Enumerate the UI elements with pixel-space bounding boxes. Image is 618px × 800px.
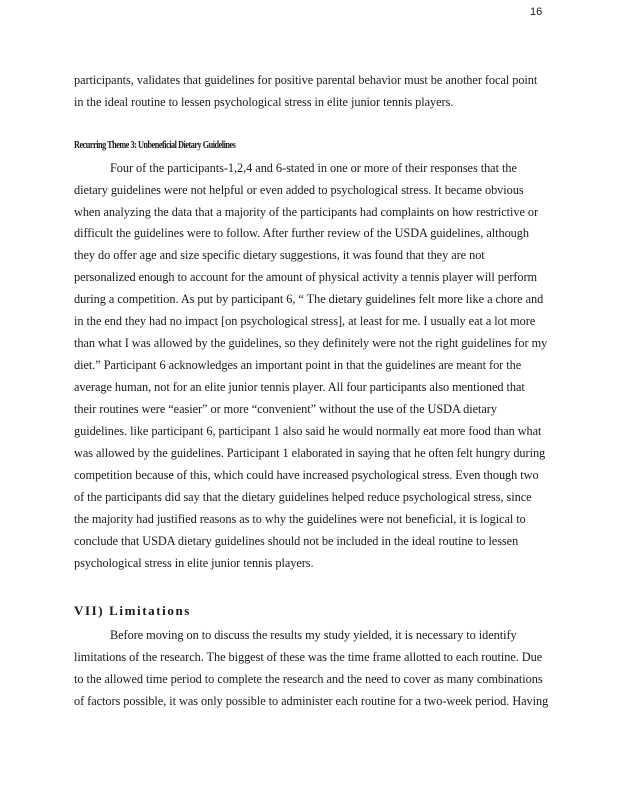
limitations-line: limitations of the research. The biggest of these was the time frame allotted to each routine. Due (74, 650, 543, 664)
theme3-line: difficult the guidelines were to follow. After further review of the USDA guidelines, although (74, 226, 529, 240)
theme3-line: was allowed by the guidelines. Participant 1 elaborated in saying that he often felt hungry during (74, 446, 546, 460)
theme3-line: the majority had justified reasons as to why the guidelines were not beneficial, it is logical to (74, 512, 526, 526)
theme3-line: psychological stress in elite junior tennis players. (74, 556, 314, 570)
theme3-line: diet.” Participant 6 acknowledges an important point in that the guidelines are meant for the (74, 358, 522, 372)
theme3-heading: Recurring Theme 3: Unbeneficial Dietary Guidelines (74, 140, 236, 151)
limitations-line: to the allowed time period to complete the research and the need to cover as many combinations (74, 672, 543, 686)
theme3-line: average human, not for an elite junior tennis player. All four participants also mentioned that (74, 380, 525, 394)
theme3-line: of the participants did say that the dietary guidelines helped reduce psychological stress, since (74, 490, 532, 504)
theme3-line: when analyzing the data that a majority of the participants had complaints on how restrictive or (74, 205, 539, 219)
theme3-line: conclude that USDA dietary guidelines should not be included in the ideal routine to lessen (74, 534, 519, 548)
theme3-line: they do offer age and size specific dietary suggestions, it was found that they are not (74, 248, 485, 262)
theme3-line: in the end they had no impact [on psychological stress], at least for me. I usually eat a lot more (74, 314, 536, 328)
theme3-line: dietary guidelines were not helpful or even added to psychological stress. It became obvious (74, 183, 524, 197)
theme3-line: personalized enough to account for the amount of physical activity a tennis player will perform (74, 270, 538, 284)
theme3-line: during a competition. As put by participant 6, “ The dietary guidelines felt more like a chore and (74, 292, 544, 306)
theme3-line: guidelines. like participant 6, participant 1 also said he would normally eat more food than what (74, 424, 542, 438)
intro-line: participants, validates that guidelines for positive parental behavior must be another focal point (74, 73, 538, 87)
limitations-line: Before moving on to discuss the results my study yielded, it is necessary to identify (110, 628, 517, 642)
theme3-line: than what I was allowed by the guidelines, so they definitely were not the right guidelines for my (74, 336, 548, 350)
page-number: 16 (530, 6, 543, 18)
limitations-line: of factors possible, it was only possible to administer each routine for a two-week period. Having (74, 694, 549, 708)
theme3-line: Four of the participants-1,2,4 and 6-stated in one or more of their responses that the (110, 161, 517, 175)
limitations-heading: VII) Limitations (74, 603, 191, 618)
intro-line: in the ideal routine to lessen psychological stress in elite junior tennis players. (74, 95, 454, 109)
theme3-line: their routines were “easier” or more “convenient” without the use of the USDA dietary (74, 402, 497, 416)
theme3-line: competition because of this, which could have increased psychological stress. Even though two (74, 468, 539, 482)
